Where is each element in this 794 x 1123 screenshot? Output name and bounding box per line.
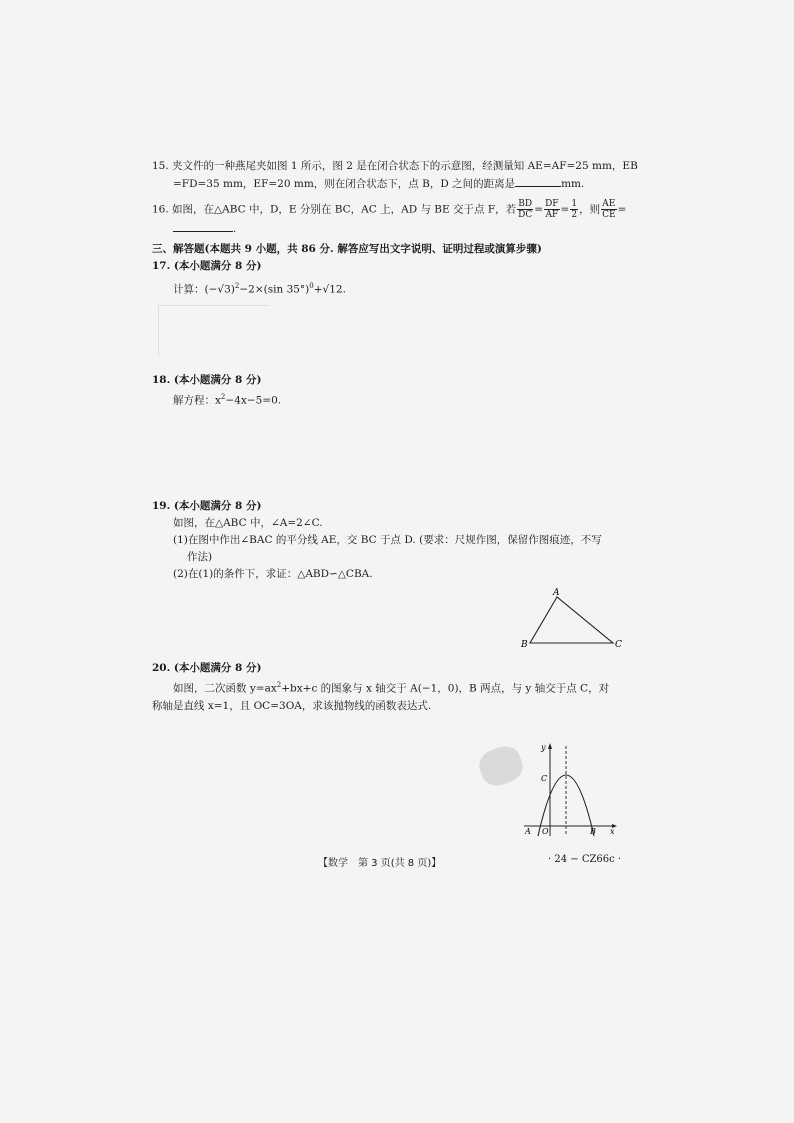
point-b-label: B [590,827,596,836]
question-15-line-2 [152,175,630,193]
equals-sign: = [534,203,544,216]
exponent: 2 [234,282,240,290]
point-a-label: A [525,827,531,836]
question-16-then: ，则 [579,203,601,216]
exponent: 2 [276,681,282,689]
question-20-header: 20. (本小题满分 8 分) [152,662,262,674]
exponent: 0 [309,282,314,290]
question-17-part-c: +√12. [313,283,346,296]
question-20-body-1 [152,677,630,698]
fraction-ae-ce [601,199,616,220]
fraction-bd-dc [517,199,533,220]
y-axis-arrow-icon [548,743,552,749]
question-17-part-b: −2×(sin 35°) [239,283,310,296]
question-15-answer-blank[interactable] [515,175,561,187]
question-18-header: 18. (本小题满分 8 分) [152,373,262,386]
page-footer-code: · 24 − CZ66c · [548,854,622,865]
fraction-numerator: DF [545,199,559,209]
question-16-period: . [233,223,237,235]
bleed-through-artifact [158,305,269,356]
fraction-denominator: AF [545,210,559,220]
question-17-body [152,278,630,299]
question-19-header: 19. (本小题满分 8 分) [152,500,262,512]
fraction-denominator: 2 [571,210,578,220]
question-16-answer-line [152,220,630,238]
fraction-one-half [570,199,578,220]
question-19-part-2: (2)在(1)的条件下，求证：△ABD∽△CBA. [173,568,373,580]
question-20-part-a: 如图，二次函数 y=ax [173,682,277,695]
question-17-header: 17. (本小题满分 8 分) [152,260,262,272]
question-15-text: =FD=35 mm，EF=20 mm，则在闭合状态下，点 B，D 之间的距离是 [173,178,516,190]
question-19-intro: 如图，在△ABC 中，∠A=2∠C. [173,517,323,529]
vertex-b-label: B [521,640,528,650]
question-18-part-a: 解方程：x [173,394,221,406]
equals-sign: = [560,203,570,216]
fraction-numerator: BD [518,199,533,209]
vertex-a-label: A [553,588,560,598]
question-20-body-2: 称轴是直线 x=1，且 OC=3OA，求该抛物线的函数表达式. [152,699,432,712]
question-20-part-b: +bx+c 的图象与 x 轴交于 A(−1，0)，B 两点，与 y 轴交于点 C，对 [281,682,610,695]
question-19-part-1-cont: 作法) [187,551,213,563]
question-17-part-a: 计算：(−√3) [173,283,235,296]
vertex-c-label: C [615,640,622,650]
fraction-numerator: AE [602,199,616,209]
question-15-line-1: 15. 夹文件的一种燕尾夹如图 1 所示，图 2 是在闭合状态下的示意图，经测量知 AE=AF=25 mm，EB [152,160,638,172]
fraction-numerator: 1 [571,199,578,209]
exponent: 2 [220,392,226,401]
page-footer-subject: 【数学 第 3 页(共 8 页)】 [318,858,442,869]
fraction-denominator: CE [602,210,616,220]
x-axis-label: x [610,827,615,836]
y-axis-label: y [541,743,546,752]
question-16-line [152,199,630,220]
section-3-title: 三、解答题(本题共 9 小题，共 86 分. 解答应写出文字说明、证明过程或演算步骤) [152,243,542,255]
question-15-unit: mm. [561,178,585,190]
triangle-abc-figure [515,585,627,653]
question-16-answer-blank[interactable] [173,220,233,232]
triangle-abc [530,597,613,643]
question-18-part-b: −4x−5=0. [225,394,282,406]
question-18-body [152,389,630,410]
equals-sign: = [617,203,627,216]
origin-label: O [542,827,549,836]
point-c-label: C [541,774,548,783]
fraction-df-af [544,199,559,220]
fraction-denominator: DC [518,210,533,220]
question-19-part-1: (1)在图中作出∠BAC 的平分线 AE，交 BC 于点 D. (要求：尺规作图，保留作图痕迹，不写 [173,534,602,546]
question-16-text: 16. 如图，在△ABC 中，D，E 分别在 BC，AC 上，AD 与 BE 交于点 F，若 [152,203,517,216]
parabola-figure [520,738,620,838]
